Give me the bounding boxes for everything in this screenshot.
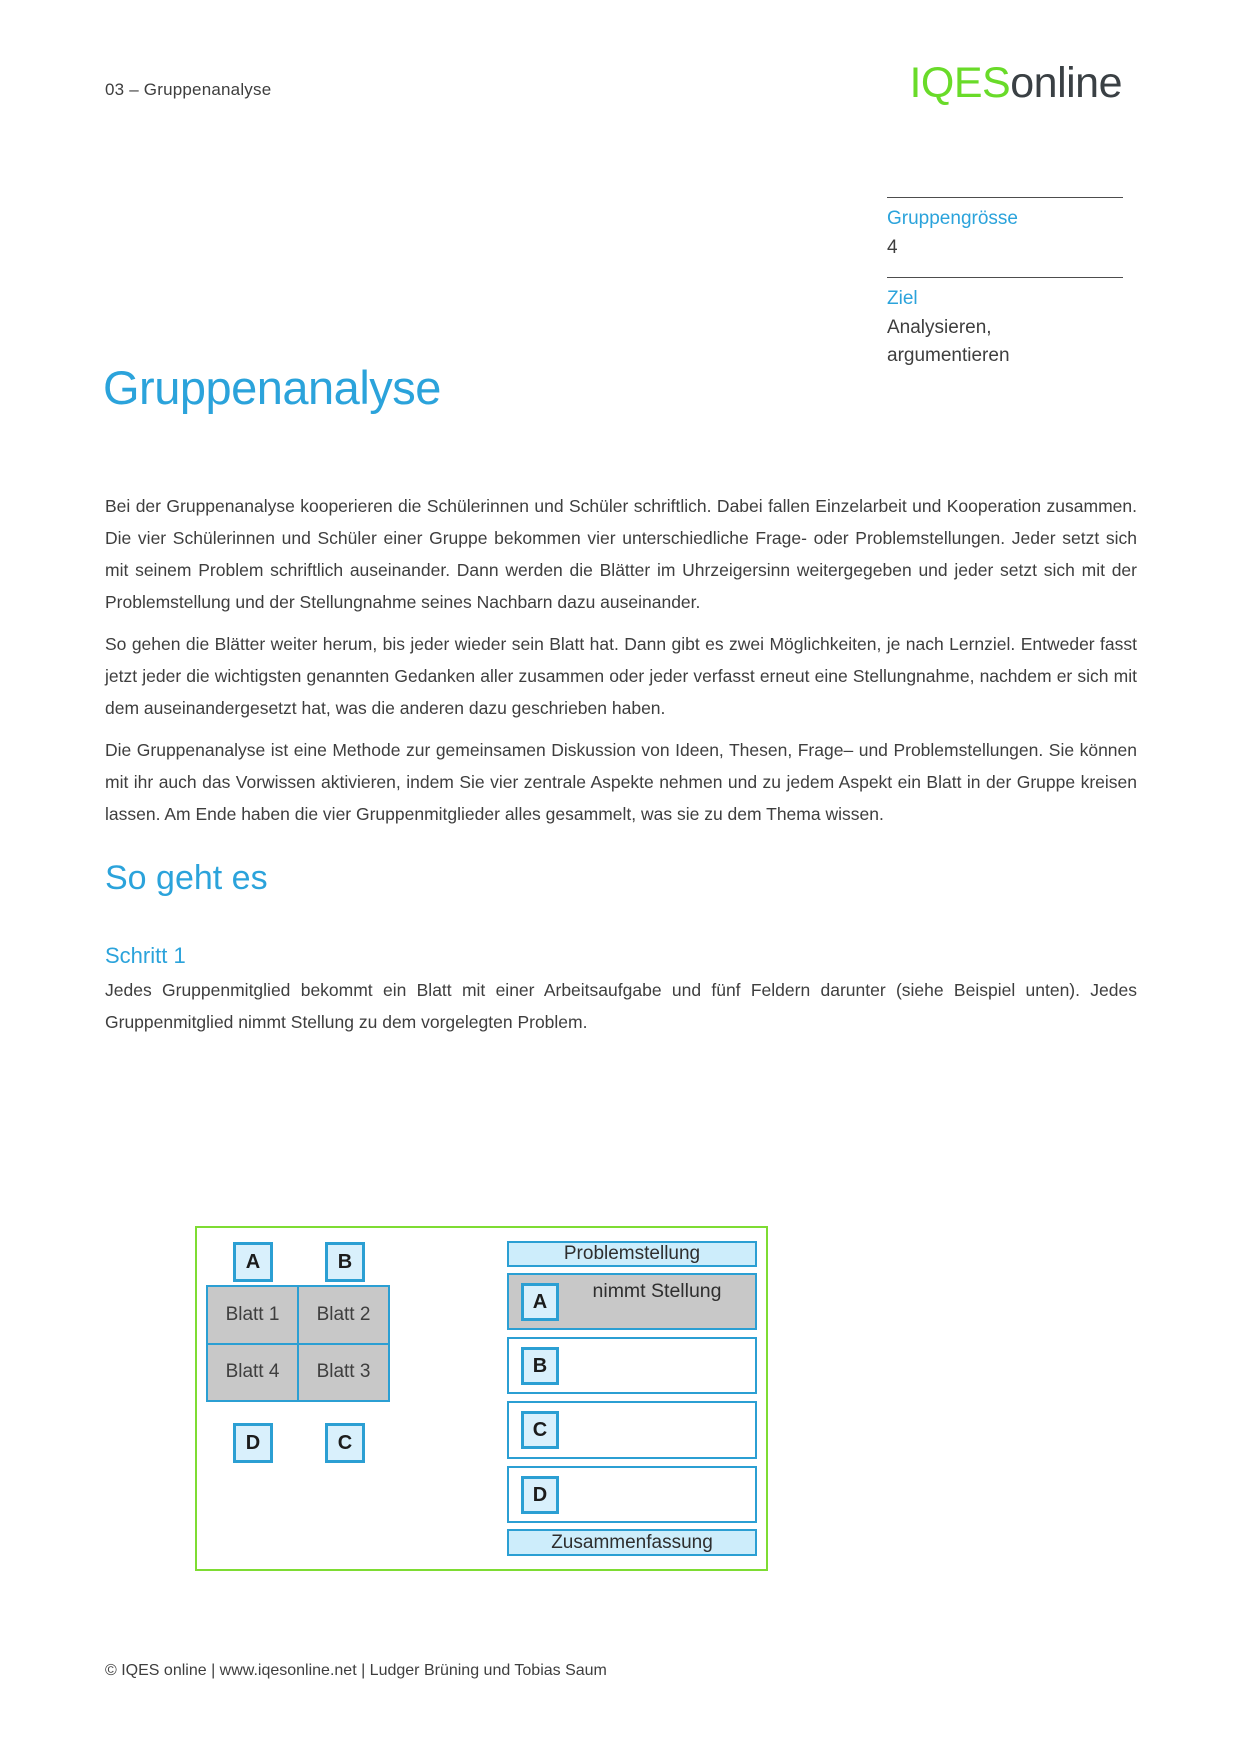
logo-text-online: online	[1010, 59, 1122, 107]
groupsize-value: 4	[887, 237, 898, 258]
iqes-logo	[909, 59, 1122, 107]
logo-text-iqes: IQES	[909, 59, 1011, 107]
worksheet-row-d	[507, 1466, 757, 1523]
goal-value-line2: argumentieren	[887, 345, 1010, 366]
section-heading: So geht es	[105, 859, 268, 897]
sheet-blatt-1: Blatt 1	[207, 1286, 298, 1344]
paragraph-3: Die Gruppenanalyse ist eine Methode zur gemeinsamen Diskussion von Ideen, Thesen, Frage– und Problemstellungen. Sie können mit ihr auch das Vorwissen aktivieren, indem Sie vier zentrale Aspekte nehmen und zu jedem Aspekt ein Blatt in der Gruppe kreisen lassen. Am Ende haben die vier Gruppenmitglieder alles gesammelt, was sie zu dem Thema wissen.	[105, 740, 1137, 824]
sheet-blatt-3: Blatt 3	[298, 1344, 389, 1402]
groupsize-label: Gruppengrösse	[887, 208, 1018, 229]
paragraph-1: Bei der Gruppenanalyse kooperieren die Schülerinnen und Schüler schriftlich. Dabei fallen Einzelarbeit und Kooperation zusammen. Die vier Schülerinnen und Schüler einer Gruppe bekommen vier unterschiedliche Frage- oder Problemstellungen. Jeder setzt sich mit seinem Problem schriftlich auseinander. Dann werden die Blätter im Uhrzeigersinn weitergegeben und jeder setzt sich mit der Problemstellung und der Stellungnahme seines Nachbarn dazu auseinander.	[105, 496, 1137, 612]
seat-box-d: D	[233, 1423, 273, 1463]
step-paragraph: Jedes Gruppenmitglied bekommt ein Blatt mit einer Arbeitsaufgabe und fünf Feldern darunter (siehe Beispiel unten). Jedes Gruppenmitglied nimmt Stellung zu dem vorgelegten Problem.	[105, 980, 1137, 1032]
sheet-blatt-2: Blatt 2	[298, 1286, 389, 1344]
sidebar-divider	[887, 197, 1123, 198]
worksheet-row-a	[507, 1273, 757, 1330]
goal-label: Ziel	[887, 288, 918, 309]
sidebar-spacer	[887, 260, 1123, 277]
worksheet-footer: Zusammenfassung	[507, 1529, 757, 1556]
row-letter-c: C	[521, 1411, 559, 1449]
page-header-title: 03 – Gruppenanalyse	[105, 80, 272, 99]
row-letter-b: B	[521, 1347, 559, 1385]
worksheet-header: Problemstellung	[507, 1241, 757, 1267]
row-a-label: nimmt Stellung	[592, 1280, 722, 1302]
sidebar-divider	[887, 277, 1123, 278]
step-heading: Schritt 1	[105, 943, 186, 968]
sheet-blatt-4: Blatt 4	[207, 1344, 298, 1402]
sheet-grid	[206, 1285, 390, 1402]
page-title: Gruppenanalyse	[103, 361, 441, 414]
worksheet-row-c	[507, 1401, 757, 1459]
seat-box-c: C	[325, 1423, 365, 1463]
goal-value-line1: Analysieren,	[887, 317, 992, 338]
row-letter-a: A	[521, 1283, 559, 1321]
page-footer: © IQES online | www.iqesonline.net | Ludger Brüning und Tobias Saum	[105, 1662, 607, 1679]
paragraph-2: So gehen die Blätter weiter herum, bis jeder wieder sein Blatt hat. Dann gibt es zwei Möglichkeiten, je nach Lernziel. Entweder fasst jetzt jeder die wichtigsten genannten Gedanken aller zusammen oder jeder verfasst erneut eine Stellungnahme, nachdem er sich mit dem auseinandergesetzt hat, was die anderen dazu geschrieben haben.	[105, 634, 1137, 718]
seat-box-a: A	[233, 1242, 273, 1282]
group-table-diagram	[195, 1226, 768, 1571]
body-text	[105, 490, 1137, 1048]
info-sidebar	[887, 197, 1123, 368]
seat-box-b: B	[325, 1242, 365, 1282]
worksheet-row-b	[507, 1337, 757, 1394]
row-letter-d: D	[521, 1476, 559, 1514]
